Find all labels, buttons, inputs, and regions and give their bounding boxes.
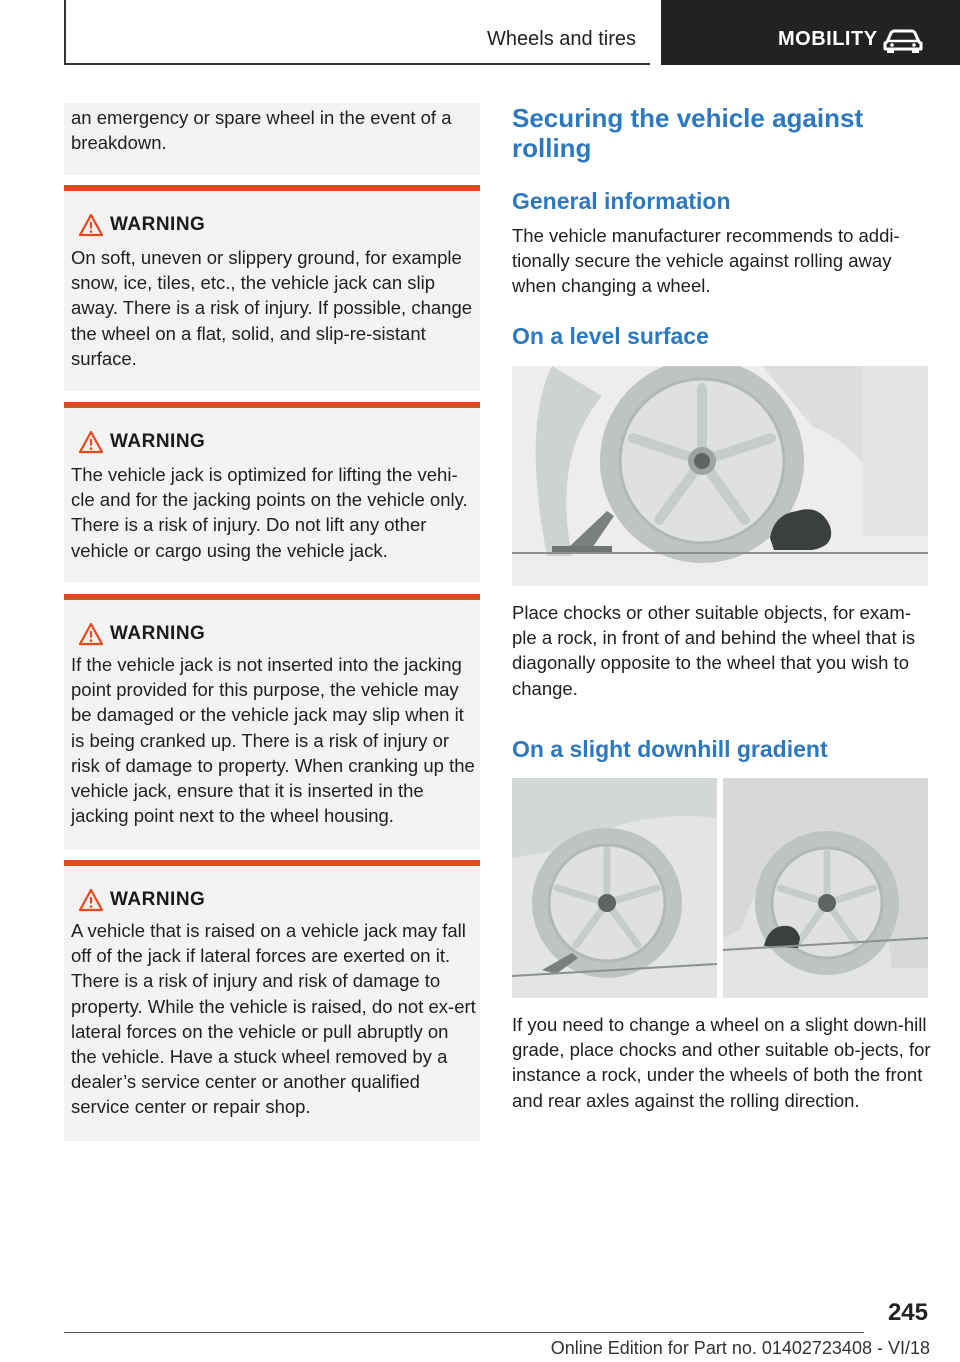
section-heading: Securing the vehicle against rolling xyxy=(512,103,864,163)
car-icon xyxy=(883,28,923,54)
general-info-text: The vehicle manufacturer recommends to addi‐tionally secure the vehicle against rolling away when changing a wheel. xyxy=(512,225,900,297)
warning-triangle-icon xyxy=(78,622,104,646)
downhill-illustration xyxy=(512,778,928,998)
level-surface-illustration xyxy=(512,366,928,586)
warning-triangle-icon xyxy=(78,213,104,237)
warning-box-3 xyxy=(64,594,480,850)
warning-text: On soft, uneven or slippery ground, for example snow, ice, tiles, etc., the vehicle jack can slip away. There is a risk of injury. If possible, change the wheel on a flat, solid, and slip-re‐sistant surface. xyxy=(71,247,473,369)
warning-bar xyxy=(64,594,480,600)
warning-label: WARNING xyxy=(110,431,206,452)
warning-triangle-icon xyxy=(78,430,104,454)
warning-text: The vehicle jack is optimized for lifting the vehi‐cle and for the jacking points on the vehicle only. There is a risk of injury. Do not lift any other vehicle or cargo using the vehicle jack. xyxy=(71,464,468,561)
warning-label: WARNING xyxy=(110,214,206,235)
intro-box xyxy=(64,103,480,175)
downhill-text: If you need to change a wheel on a slight down‐hill grade, place chocks and other suitable ob‐jects, for instance a rock, under the wheels of both the front and rear axles against the rolling direction. xyxy=(512,1014,931,1111)
footer-rule xyxy=(64,1332,864,1333)
section-title: Wheels and tires xyxy=(487,28,636,50)
chapter-tab[interactable] xyxy=(661,0,960,65)
downhill-heading: On a slight downhill gradient xyxy=(512,736,828,762)
level-surface-heading: On a level surface xyxy=(512,323,709,349)
header-bottom-rule xyxy=(64,63,650,65)
warning-bar xyxy=(64,185,480,191)
chapter-label: MOBILITY xyxy=(778,28,878,50)
warning-box-4 xyxy=(64,860,480,1141)
warning-bar xyxy=(64,402,480,408)
warning-label: WARNING xyxy=(110,889,206,910)
footer-edition: Online Edition for Part no. 01402723408 - VI/18 xyxy=(550,1338,930,1358)
warning-text: A vehicle that is raised on a vehicle jack may fall off of the jack if lateral forces are exerted on it. There is a risk of injury and risk of damage to property. While the vehicle is raised, do not ex‐ert lateral forces on the vehicle or pull abruptly on the vehicle. Have a stuck wheel removed by a dealer’s service center or another qualified service center or repair shop. xyxy=(71,920,476,1118)
warning-text: If the vehicle jack is not inserted into the jacking point provided for this purpose, the vehicle may be damaged or the vehicle jack may slip when it is being cranked up. There is a risk of injury or risk of damage to property. When cranking up the vehicle jack, ensure that it is inserted in the jacking point next to the wheel housing. xyxy=(71,654,475,827)
general-info-heading: General information xyxy=(512,188,731,214)
page-number: 245 xyxy=(887,1299,928,1326)
header-left-rule xyxy=(64,0,66,64)
warning-box-1 xyxy=(64,185,480,391)
warning-triangle-icon xyxy=(78,888,104,912)
warning-label: WARNING xyxy=(110,623,206,644)
warning-box-2 xyxy=(64,402,480,582)
level-surface-text: Place chocks or other suitable objects, for exam‐ple a rock, in front of and behind the wheel that is diagonally opposite to the wheel that you wish to change. xyxy=(512,602,916,699)
intro-text: an emergency or spare wheel in the event of a breakdown. xyxy=(71,107,452,154)
warning-bar xyxy=(64,860,480,866)
